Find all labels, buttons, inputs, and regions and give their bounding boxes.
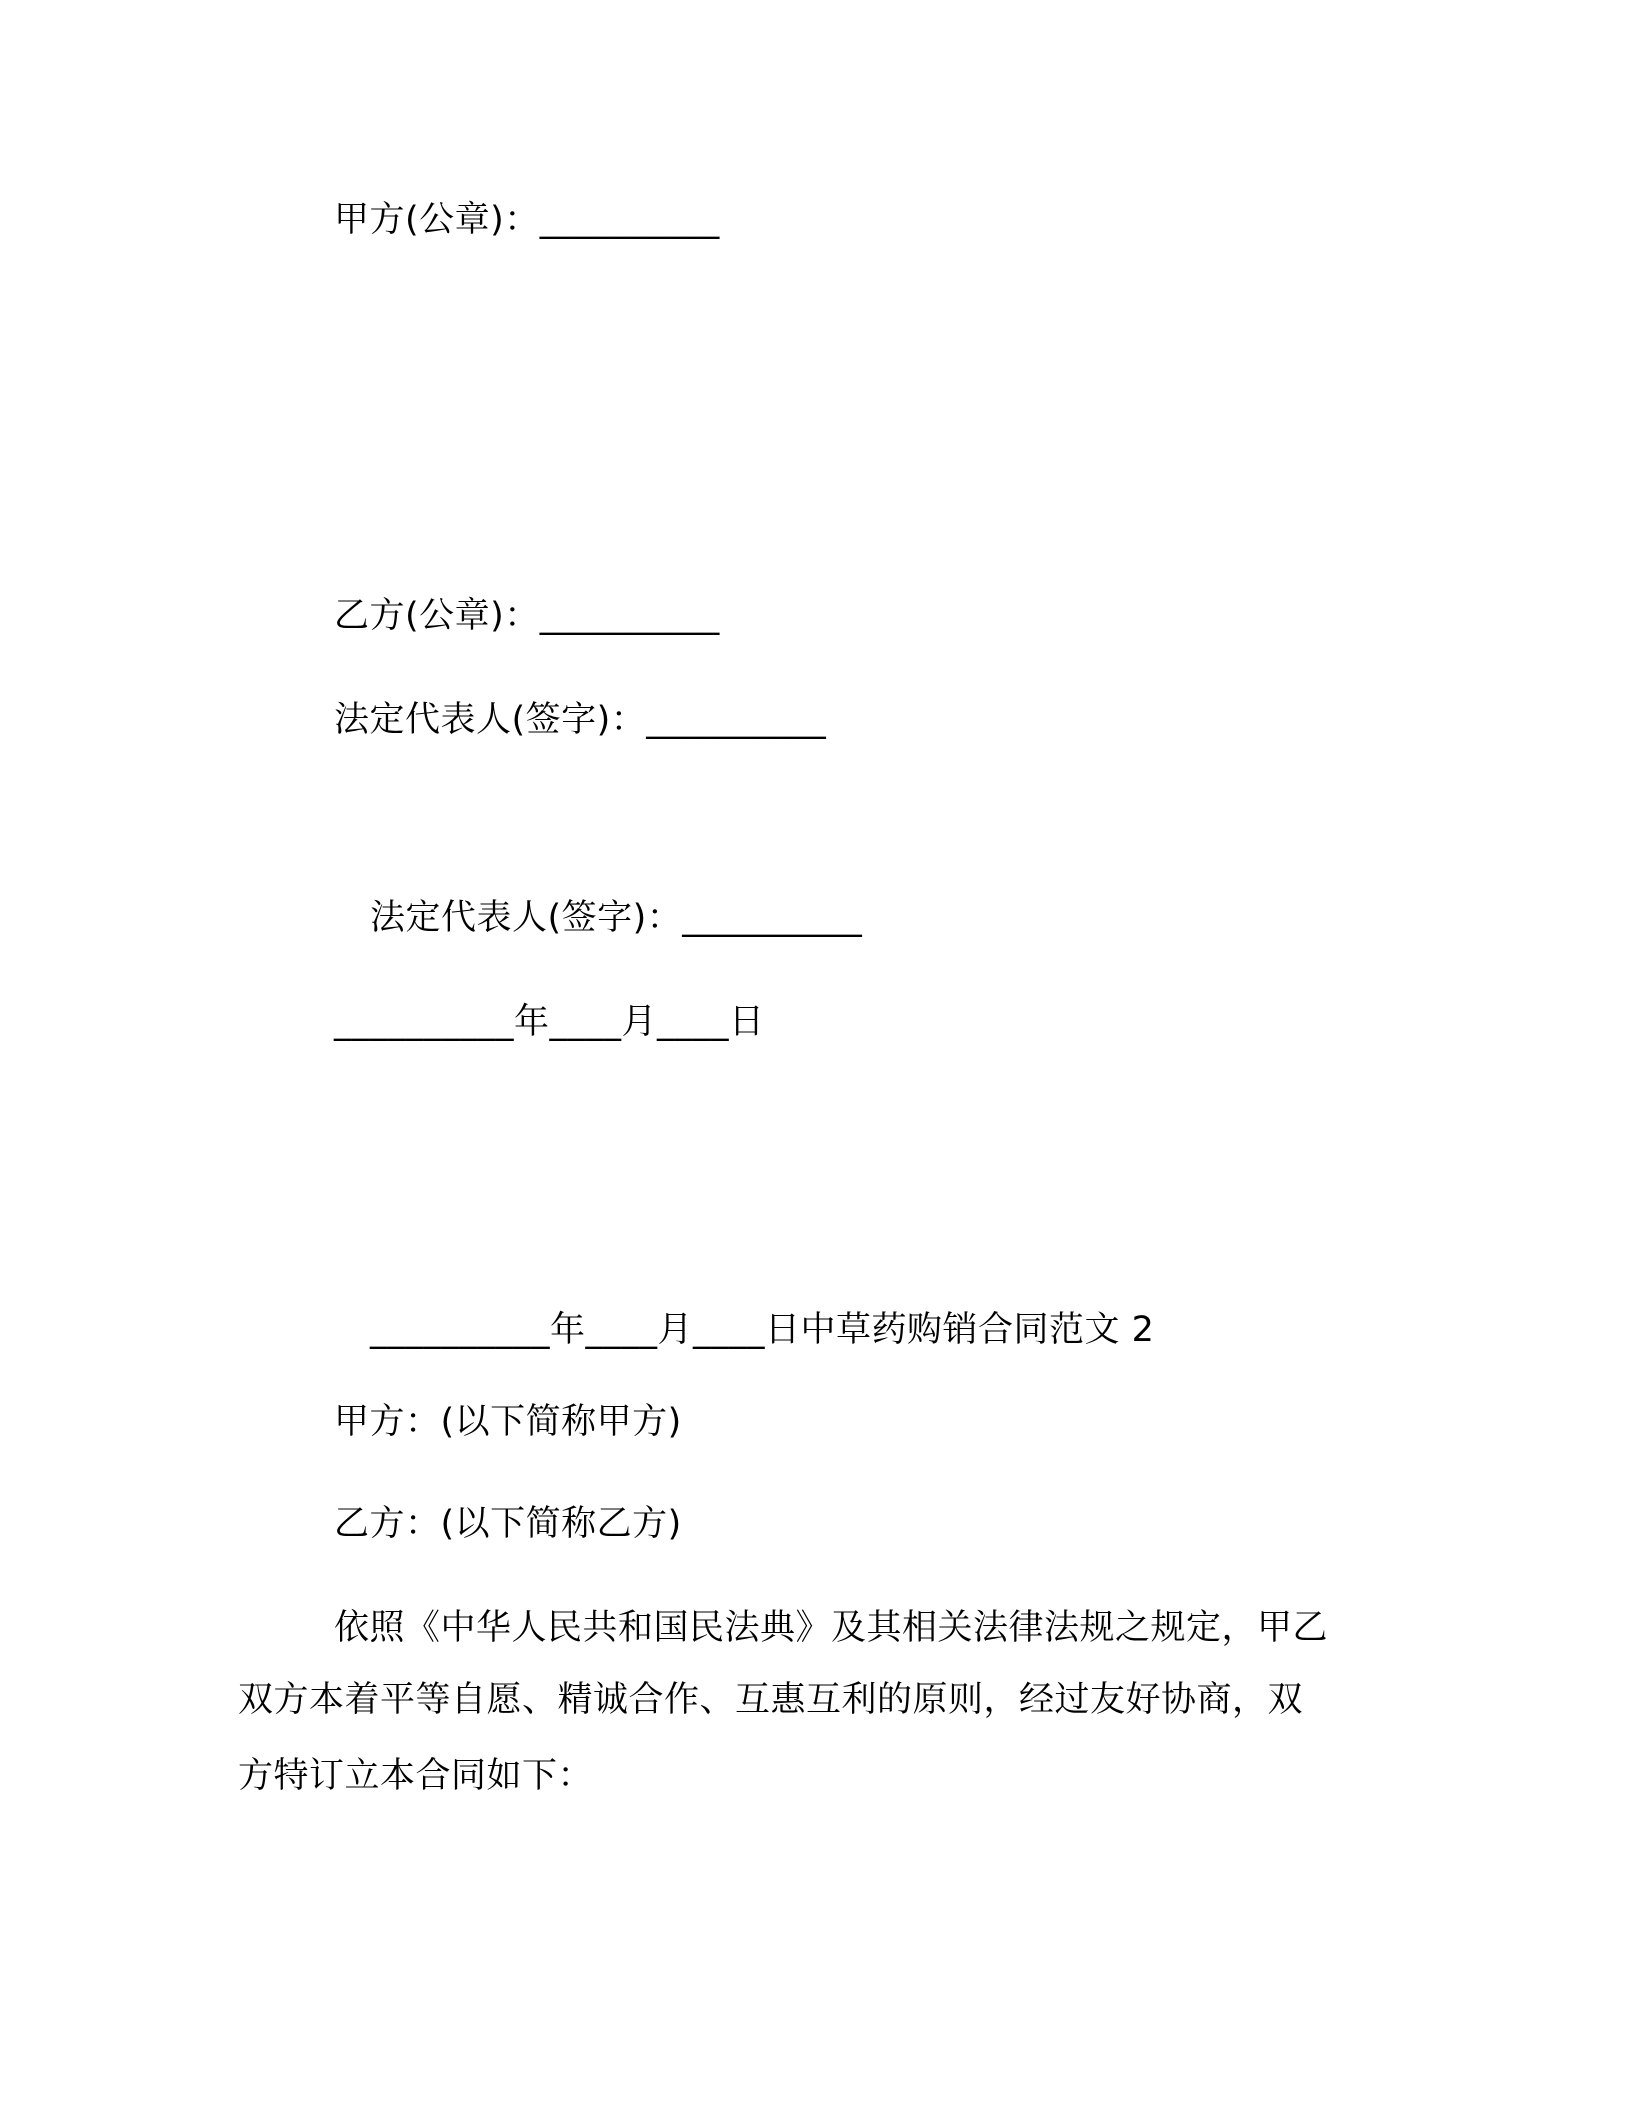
intro-line-1: 依照《中华人民共和国民法典》及其相关法律法规之规定，甲乙 [334,1608,1329,1648]
intro-line-2: 双方本着平等自愿、精诚合作、互惠互利的原则，经过友好协商，双 [238,1680,1304,1720]
party-a-definition: 甲方：(以下简称甲方) [334,1402,682,1442]
section-title: __________年____月____日中草药购销合同范文 2 [370,1310,1155,1350]
intro-line-3: 方特订立本合同如下： [238,1756,594,1796]
signing-date-line: __________年____月____日 [334,1002,765,1042]
party-a-seal-line: 甲方(公章)：__________ [334,200,720,240]
party-b-seal-line: 乙方(公章)：__________ [334,596,720,636]
legal-representative-line-2: 法定代表人(签字)：__________ [370,898,863,938]
legal-representative-line-1: 法定代表人(签字)：__________ [334,700,827,740]
party-b-definition: 乙方：(以下简称乙方) [334,1504,682,1544]
